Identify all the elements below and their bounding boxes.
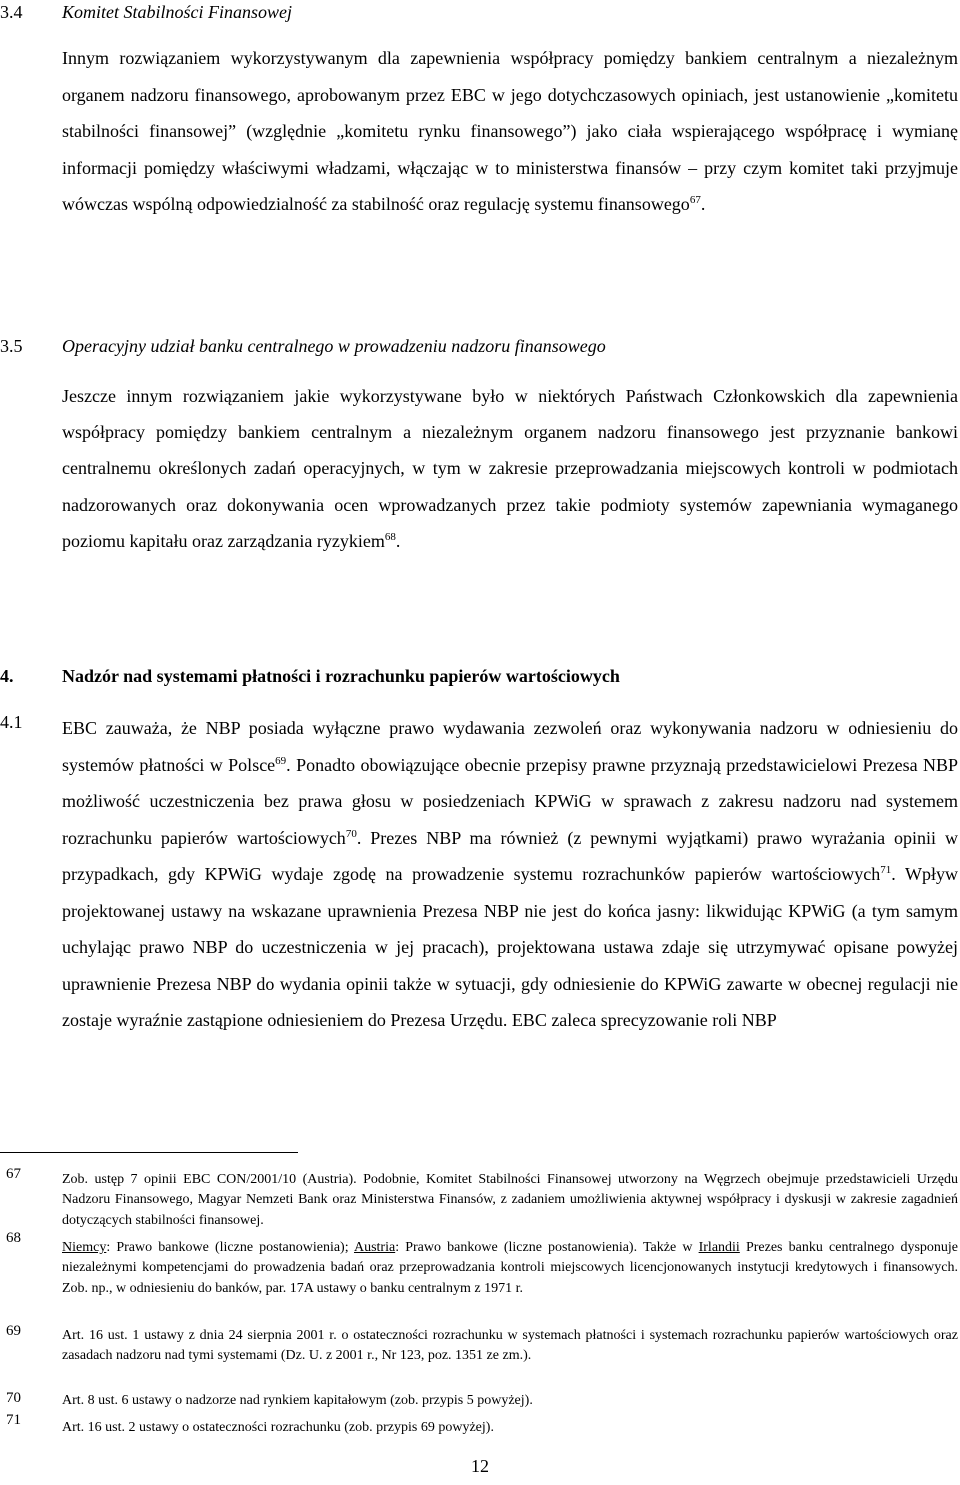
section-number: 3.5 [0,336,23,356]
section-number: 4.1 [0,712,23,732]
chapter-heading: Nadzór nad systemami płatności i rozrachunku papierów wartościowych [62,666,620,686]
footnote-ref-71[interactable]: 71 [880,864,892,876]
footnote-ref-68[interactable]: 68 [384,530,396,543]
footnote-number: 69 [6,1323,21,1339]
paragraph-4-1: EBC zauważa, że NBP posiada wyłączne prawo wydawania zezwoleń oraz wykonywania nadzoru w odniesieniu do systemów płatności w Polsce$^{69}$. Ponadto obowiązujące obecnie przepisy prawne przyznają przedstawicielowi Prezesa NBP możliwość uczestniczenia bez prawa głosu w posiedzeniach KPWiG w sprawach z zakresu nadzoru nad systemem rozrachunku papierów wartościowych$^{70}$. Prezes NBP ma również (z pewnymi wyjątkami) prawo wyrażania opinii w przypadkach, gdy KPWiG wydaje zgodę na prowadzenie systemu rozrachunków papierów wartościowych$^{71}$. Wpływ projektowanej ustawy na wskazane uprawnienia Prezesa NBP nie jest do końca jasny: likwidując KPWiG (a tym samym uchylając prawo NBP do uczestniczenia w jej pracach), projektowana ustawa zdaje się utrzymywać opisane powyżej uprawnienie Prezesa NBP do wydania opinii także w sytuacji, gdy odniesienie do KPWiG zawarte w obecnej regulacji nie zostaje wyraźnie zastąpione odniesieniem do Prezesa Urzędu. EBC zaleca sprecyzowanie roli NBP [62,718,958,1030]
paragraph-3-4: Innym rozwiązaniem wykorzystywanym dla zapewnienia współpracy pomiędzy bankiem centralnym a niezależnym organem nadzoru finansowego, aprobowanym przez EBC w jego dotychczasowych opiniach, jest ustanowienie „komitetu stabilności finansowej” (względnie „komitetu rynku finansowego”) jako ciała wspierającego współpracę i wymianę informacji pomiędzy właściwymi władzami, włączając w to ministerstwa finansów – przy czym komitet taki przyjmuje wówczas wspólną odpowiedzialność za stabilność oraz regulację systemu finansowego$^{67}$. [62,48,958,215]
footnote-ref-70[interactable]: 70 [345,827,357,840]
footnote-text: Art. 8 ust. 6 ustawy o nadzorze nad rynkiem kapitałowym (zob. przypis 5 powyżej). [62,1393,533,1408]
footnote-separator [0,1152,298,1153]
footnote-number: 67 [6,1166,21,1182]
chapter-number: 4. [0,666,14,686]
footnote-number: 68 [6,1230,21,1246]
paragraph-3-5: Jeszcze innym rozwiązaniem jakie wykorzystywane było w niektórych Państwach Członkowskich dla zapewnienia współpracy pomiędzy bankiem centralnym a niezależnym organem nadzoru finansowego jest przyznanie bankowi centralnemu określonych zadań operacyjnych, w tym w zakresie przeprowadzania miejscowych kontroli w podmiotach nadzorowanych oraz dokonywania ocen wprowadzanych przez takie podmioty systemów zapewniania wymaganego poziomu kapitału oraz zarządzania ryzykiem$^{68}$. [62,386,958,551]
footnote-text: Art. 16 ust. 2 ustawy o ostateczności rozrachunku (zob. przypis 69 powyżej). [62,1420,494,1435]
footnote-text: Zob. ustęp 7 opinii EBC CON/2001/10 (Austria). Podobnie, Komitet Stabilności Finansowej utworzony na Węgrzech obejmuje przedstawicieli Urzędu Nadzoru Finansowego, Magyar Nemzeti Bank oraz Ministerstwa Finansów, z zadaniem umożliwienia aktywnej współpracy i dyskusji w zakresie zagadnień dotyczących stabilności finansowej. [62,1172,958,1228]
footnote-number: 71 [6,1412,21,1428]
footnote-ref-67[interactable]: 67 [689,194,701,207]
footnote-ref-69[interactable]: 69 [275,754,287,767]
section-heading: Operacyjny udział banku centralnego w prowadzeniu nadzoru finansowego [62,336,606,356]
footnote-text: Art. 16 ust. 1 ustawy z dnia 24 sierpnia 2001 r. o ostateczności rozrachunku w systemach płatności i systemach rozrachunku papierów wartościowych oraz zasadach nadzoru nad tymi systemami (Dz. U. z 2001 r., Nr 123, poz. 1351 ze zm.). [62,1328,958,1364]
page-number: 12 [471,1456,489,1476]
footnote-number: 70 [6,1390,21,1406]
section-number: 3.4 [0,2,23,22]
section-heading: Komitet Stabilności Finansowej [62,2,292,22]
footnote-text: Niemcy: Prawo bankowe (liczne postanowienia); Austria: Prawo bankowe (liczne postanowienia). Także w Irlandii Prezes banku centralnego dysponuje niezależnymi kompetencjami do prowadzenia badań oraz przeprowadzania kontroli miejscowych licencjonowanych instytucji kredytowych i finansowych. Zob. np., w odniesieniu do banków, par. 17A ustawy o banku centralnym z 1971 r. [62,1240,959,1296]
